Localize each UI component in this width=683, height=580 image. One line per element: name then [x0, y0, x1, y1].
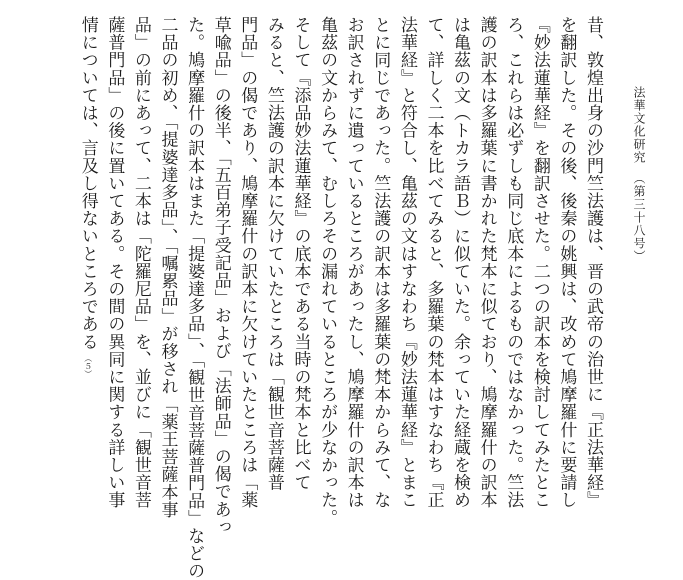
text-line: とに同じであった。竺法護の訳本は多羅葉の梵本からみて、な: [370, 16, 391, 509]
text-line: そして『添品妙法蓮華経』の底本である当時の梵本と比べて: [290, 16, 311, 492]
issue-number: （第三十八号）: [632, 172, 646, 263]
text-line: 亀茲の文からみて、むしろその漏れているところが少なかった。: [317, 16, 338, 527]
text-line: て、詳しく二本を比べてみると、多羅葉の梵本はすなわち『正: [423, 16, 444, 509]
text-line: た。鳩摩羅什の訳本はまた「提婆達多品」、「観世音菩薩普門品」などの: [184, 16, 205, 580]
running-head: [630, 86, 648, 286]
text-line: 護の訳本は多羅葉に書かれた梵本に似ており、鳩摩羅什の訳本: [476, 16, 497, 509]
journal-title: 法華文化研究: [632, 86, 646, 164]
text-line-last: [74, 16, 101, 440]
text-line: を翻訳した。その後、後秦の姚興は、改めて鳩摩羅什に要請し: [556, 16, 577, 509]
text-line: ろ、これらは必ずしも同じ底本によるものではなかった。竺法: [503, 16, 524, 509]
body-text: [38, 16, 606, 580]
text-line: は亀茲の文（トカラ語Ｂ）に似ていた。余っていた経蔵を検め: [450, 16, 471, 509]
footnote-marker: （５）: [83, 354, 93, 379]
text-line-content: 情については、言及し得ないところである: [77, 16, 98, 351]
text-line: 薩普門品」の後に置いてある。その間の異同に関する詳しい事: [104, 16, 125, 509]
text-line: 門品」の偈であり、鳩摩羅什の訳本に欠けていたところは「薬: [237, 16, 258, 509]
text-line: 二品の初め、「提婆達多品」、「嘱累品」が移され「薬王菩薩本事: [157, 16, 178, 519]
text-line: 昔、敦煌出身の沙門竺法護は、晋の武帝の治世に『正法華経』: [583, 16, 603, 509]
text-line: 品」の前にあって、二本は「陀羅尼品」を、並びに「観世音菩: [130, 16, 151, 509]
text-line: 法華経』と符合し、亀茲の文はすなわち『妙法蓮華経』とまこ: [396, 16, 417, 509]
text-line: みると、竺法護の訳本に欠けていたところは「観世音菩薩普: [263, 16, 284, 492]
text-line: お訳されずに遺っているところがあったし、鳩摩羅什の訳本は: [343, 16, 364, 509]
text-line: 草喩品」の後半、「五百弟子受記品」および「法師品」の偈であっ: [210, 16, 231, 536]
text-line: 『妙法蓮華経』を翻訳させた。二つの訳本を検討してみたとこ: [529, 16, 550, 509]
